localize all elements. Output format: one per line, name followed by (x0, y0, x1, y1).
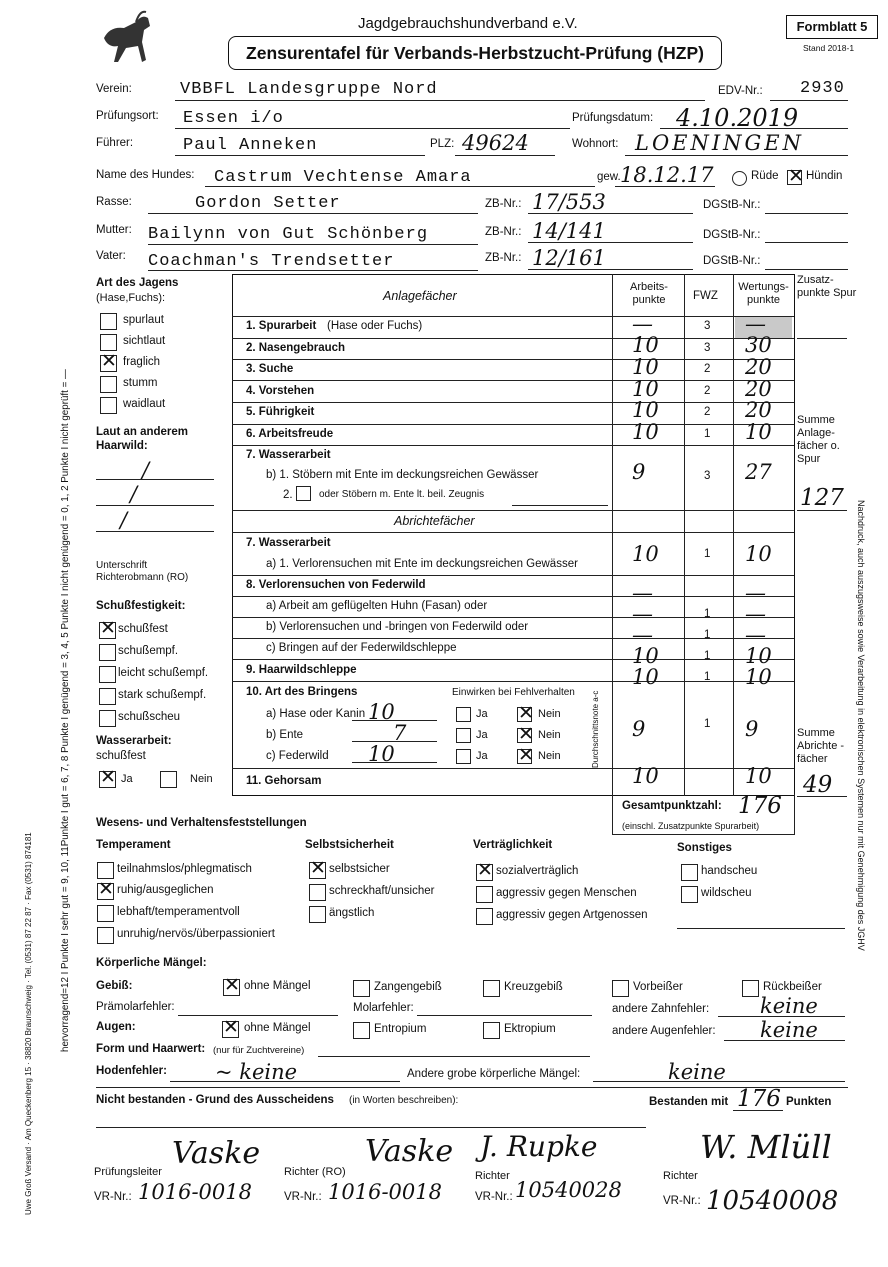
row-federwild-bringen: c) Federwild (266, 750, 329, 762)
durchschnitt-label: Durchschnittsnote a-c (591, 690, 600, 768)
arbeit-value-4[interactable]: 10 (632, 377, 659, 401)
gew-value[interactable]: 18.12.17 (620, 163, 714, 187)
phlegmatisch-checkbox[interactable] (97, 862, 114, 879)
plz-value[interactable]: 49624 (462, 131, 529, 155)
verein-value[interactable]: VBBFL Landesgruppe Nord (180, 80, 438, 99)
gew-label: gew. (597, 171, 621, 183)
stumm-label: stumm (123, 377, 158, 389)
arbeit-value-7[interactable]: 9 (632, 460, 646, 484)
aengstlich-label: ängstlich (329, 907, 375, 919)
row-stoebern: b) 1. Stöbern mit Ente im deckungsreichen Gewässer (266, 469, 539, 481)
wasser-nein-checkbox[interactable] (160, 771, 177, 788)
gesamt-value[interactable]: 176 (738, 793, 782, 819)
ektropium-checkbox[interactable] (483, 1022, 500, 1039)
huendin-label: Hündin (806, 170, 843, 182)
sozialvertraeglich-checkbox[interactable] (476, 864, 493, 881)
sum-anlage-value[interactable]: 127 (800, 485, 844, 511)
signature-richter: J. Rupke (480, 1130, 598, 1163)
anlage-header: Anlagefächer (383, 289, 457, 303)
row-fuehrigkeit: 5. Führigkeit (246, 406, 315, 418)
arbeit-value-13[interactable]: 10 (632, 665, 659, 689)
fwz-header: FWZ (693, 290, 718, 302)
hodenfehler-value[interactable]: ~ keine (215, 1060, 298, 1084)
spurlaut-checkbox[interactable] (100, 313, 117, 330)
waidlaut-label: waidlaut (123, 398, 166, 410)
fwz-value-2: 3 (704, 342, 711, 354)
rasse-value[interactable]: Gordon Setter (195, 194, 341, 213)
dgstb-mutter-label: DGStB-Nr.: (703, 229, 761, 241)
praemolar-label: Prämolarfehler: (96, 1001, 175, 1013)
wildscheu-label: wildscheu (701, 887, 752, 899)
ente-nein-label: Nein (538, 729, 561, 741)
zusatz-header: Zusatz- punkte Spur (797, 274, 857, 299)
plz-label: PLZ: (430, 138, 455, 150)
vr-label-1: VR-Nr.: (94, 1191, 132, 1203)
augenfehler-label: andere Augenfehler: (612, 1025, 716, 1037)
phlegmatisch-label: teilnahmslos/phlegmatisch (117, 863, 252, 875)
row-huhn: a) Arbeit am geflügelten Huhn (Fasan) oder (266, 600, 488, 612)
wertung-value-12[interactable]: 10 (745, 644, 772, 668)
bring-ente-value[interactable]: 7 (393, 721, 407, 745)
bestanden-value[interactable]: 176 (737, 1086, 781, 1112)
federwild-nein-checkbox[interactable] (517, 749, 532, 764)
sozialvertraeglich-label: sozialverträglich (496, 865, 579, 877)
huendin-checkbox[interactable] (787, 170, 802, 185)
zahnfehler-label: andere Zahnfehler: (612, 1003, 710, 1015)
wertung-value-8[interactable]: 10 (745, 542, 772, 566)
form-label: Form und Haarwert: (96, 1043, 206, 1055)
ruhig-checkbox[interactable] (97, 883, 114, 900)
vorbeisser-checkbox[interactable] (612, 980, 629, 997)
leicht-schussempf-checkbox[interactable] (99, 666, 116, 683)
fuehrer-value[interactable]: Paul Anneken (183, 136, 318, 155)
wildscheu-checkbox[interactable] (681, 886, 698, 903)
page-title: Zensurentafel für Verbands-Herbstzucht-Prüfung (HZP) (246, 43, 704, 63)
vr-value-1[interactable]: 1016-0018 (138, 1180, 252, 1204)
wertung-header: Wertungs- punkte (738, 281, 789, 306)
kreuzgebiss-checkbox[interactable] (483, 980, 500, 997)
gesamt-sub: (einschl. Zusatzpunkte Spurarbeit) (622, 821, 760, 831)
lebhaft-label: lebhaft/temperamentvoll (117, 906, 240, 918)
copyright-vertical: Nachdruck, auch auszugsweise sowie Verarbeitung in elektronischen Systemen nur mit Genehmigung des JGHV (856, 500, 866, 951)
signature-richter-ro: Vaske (365, 1134, 454, 1169)
row-suche: 3. Suche (246, 363, 294, 375)
sum-anlage-label: Summe Anlage- fächer o. Spur (797, 414, 840, 465)
wertung-value-9[interactable]: — (745, 581, 766, 605)
arbeit-value-11[interactable]: — (632, 623, 653, 647)
wertung-value-2[interactable]: 30 (745, 333, 772, 357)
zangengebiss-checkbox[interactable] (353, 980, 370, 997)
fwz-value-1: 3 (704, 320, 711, 332)
vater-value[interactable]: Coachman's Trendsetter (148, 252, 395, 271)
aggressiv-artgenossen-checkbox[interactable] (476, 908, 493, 925)
row-spurarbeit-sub: (Hase oder Fuchs) (327, 320, 423, 332)
fwz-value-8: 1 (704, 548, 711, 560)
arbeit-value-1[interactable]: — (632, 312, 653, 336)
selbstsicherheit-title: Selbstsicherheit (305, 839, 394, 851)
vr-value-4[interactable]: 10540008 (706, 1186, 839, 1216)
augen-label: Augen: (96, 1021, 136, 1033)
row-ente: b) Ente (266, 729, 304, 741)
zangengebiss-label: Zangengebiß (374, 981, 442, 993)
stumm-checkbox[interactable] (100, 376, 117, 393)
arbeit-value-2[interactable]: 10 (632, 333, 659, 357)
form-number: Formblatt 5 (786, 15, 878, 39)
punkten-label: Punkten (786, 1096, 832, 1108)
bring-hase-value[interactable]: 10 (368, 700, 395, 724)
sum-abrichte-value[interactable]: 49 (803, 772, 833, 798)
wasserarbeit-title: Wasserarbeit: (96, 735, 172, 747)
schreckhaft-label: schreckhaft/unsicher (329, 885, 435, 897)
hodenfehler-label: Hodenfehler: (96, 1065, 167, 1077)
row-nasengebrauch: 2. Nasengebrauch (246, 342, 346, 354)
fwz-value-7: 3 (704, 470, 711, 482)
zeugnis-checkbox[interactable] (296, 486, 311, 501)
title-box (228, 36, 722, 70)
handscheu-checkbox[interactable] (681, 864, 698, 881)
wertung-value-6[interactable]: 10 (745, 420, 772, 444)
fwz-value-5: 2 (704, 406, 711, 418)
vater-label: Vater: (96, 250, 126, 262)
spurlaut-label: spurlaut (123, 314, 164, 326)
arbeit-value-9[interactable]: — (632, 581, 653, 605)
verein-label: Verein: (96, 83, 132, 95)
hund-value[interactable]: Castrum Vechtense Amara (214, 168, 472, 187)
zb-value[interactable]: 17/553 (532, 190, 606, 214)
wasser-ja-checkbox[interactable] (99, 771, 116, 788)
aggressiv-menschen-label: aggressiv gegen Menschen (496, 887, 637, 899)
fuehrer-label: Führer: (96, 137, 134, 149)
vr-label-2: VR-Nr.: (284, 1191, 322, 1203)
zb-mutter-label: ZB-Nr.: (485, 226, 522, 238)
selbstsicher-label: selbstsicher (329, 863, 390, 875)
wohnort-label: Wohnort: (572, 138, 619, 150)
zb-vater-value[interactable]: 12/161 (532, 246, 606, 270)
wasserarbeit-sub: schußfest (96, 750, 146, 762)
schuss-title: Schußfestigkeit: (96, 600, 186, 612)
fwz-value-10: 1 (704, 608, 711, 620)
row-federwild: 8. Verlorensuchen von Federwild (246, 579, 426, 591)
hase-nein-checkbox[interactable] (517, 707, 532, 722)
vr-value-3[interactable]: 10540028 (515, 1178, 622, 1202)
gebiss-label: Gebiß: (96, 980, 133, 992)
wertung-value-13[interactable]: 10 (745, 665, 772, 689)
kreuzgebiss-label: Kreuzgebiß (504, 981, 563, 993)
leicht-schussempf-label: leicht schußempf. (118, 667, 209, 679)
schussfest-label: schußfest (118, 623, 168, 635)
hase-ja-label: Ja (476, 708, 488, 720)
fwz-value-4: 2 (704, 385, 711, 397)
row-federwildschleppe: c) Bringen auf der Federwildschleppe (266, 642, 457, 654)
zb-mutter-value[interactable]: 14/141 (532, 219, 606, 243)
schussscheu-label: schußscheu (118, 711, 181, 723)
molar-label: Molarfehler: (353, 1002, 414, 1014)
scoring-legend-vertical: hervorragend=12 I Punkte I sehr gut = 9, 10, 11Punkte I gut = 6, 7, 8 Punkte I genügend = 3, 4, 5 Punkte I nicht genügend = 0, 1, 2 Punkte I nicht geprüft = — (60, 369, 71, 1052)
hase-ja-checkbox[interactable] (456, 707, 471, 722)
art-jagens-title: Art des Jagens (96, 277, 179, 289)
aggressiv-menschen-checkbox[interactable] (476, 886, 493, 903)
form-sub: (nur für Zuchtvereine) (213, 1045, 305, 1056)
augen-ohne-label: ohne Mängel (244, 1022, 311, 1034)
fraglich-label: fraglich (123, 356, 161, 368)
arbeit-value-8[interactable]: 10 (632, 542, 659, 566)
unruhig-label: unruhig/nervös/überpassioniert (117, 928, 275, 940)
bestanden-label: Bestanden mit (649, 1096, 729, 1108)
aggressiv-artgenossen-label: aggressiv gegen Artgenossen (496, 909, 648, 921)
fwz-value-12: 1 (704, 650, 711, 662)
signature-richter-2: W. Mlüll (700, 1128, 832, 1166)
wertung-value-5[interactable]: 20 (745, 398, 772, 422)
vr-label-4: VR-Nr.: (663, 1195, 701, 1207)
wasser-nein-label: Nein (190, 773, 213, 785)
row-hase: a) Hase oder Kanin (266, 708, 366, 720)
federwild-nein-label: Nein (538, 750, 561, 762)
fraglich-checkbox[interactable] (100, 355, 117, 372)
fwz-value-14: 1 (704, 718, 711, 730)
ente-ja-label: Ja (476, 729, 488, 741)
arbeit-value-6[interactable]: 10 (632, 420, 659, 444)
arbeit-value-5[interactable]: 10 (632, 398, 659, 422)
signature-pruefungsleiter: Vaske (172, 1136, 261, 1171)
wertung-value-1[interactable]: — (745, 312, 766, 336)
arbeit-header: Arbeits- punkte (630, 281, 668, 306)
arbeit-value-14[interactable]: 9 (632, 717, 646, 741)
abrichte-header: Abrichtefächer (394, 514, 475, 528)
zb-vater-label: ZB-Nr.: (485, 252, 522, 264)
richter-2-label: Richter (663, 1170, 698, 1182)
row-haarwildschleppe: 9. Haarwildschleppe (246, 664, 357, 676)
datum-value[interactable]: 4.10.2019 (676, 104, 799, 132)
fwz-value-3: 2 (704, 363, 711, 375)
vr-value-2[interactable]: 1016-0018 (328, 1180, 442, 1204)
vr-label-3: VR-Nr.: (475, 1191, 513, 1203)
fwz-value-11: 1 (704, 629, 711, 641)
nicht-bestanden-label: Nicht bestanden - Grund des Ausscheidens (96, 1094, 334, 1106)
row-stoebern-2: 2. (283, 489, 293, 501)
sum-abrichte-label: Summe Abrichte - fächer (797, 727, 845, 765)
gebiss-ohne-label: ohne Mängel (244, 980, 311, 992)
ente-nein-checkbox[interactable] (517, 728, 532, 743)
wertung-value-14[interactable]: 9 (745, 717, 759, 741)
aengstlich-checkbox[interactable] (309, 906, 326, 923)
wertung-value-11[interactable]: — (745, 623, 766, 647)
augen-ohne-checkbox[interactable] (222, 1021, 239, 1038)
augenfehler-value[interactable]: keine (760, 1018, 818, 1042)
rueckbeisser-checkbox[interactable] (742, 980, 759, 997)
wertung-value-10[interactable]: — (745, 602, 766, 626)
row-verloren-bringen: b) Verlorensuchen und -bringen von Federwild oder (266, 621, 529, 633)
richter-label: Richter (475, 1170, 510, 1182)
fwz-value-6: 1 (704, 428, 711, 440)
datum-label: Prüfungsdatum: (572, 112, 654, 124)
dog-logo-icon (96, 8, 154, 70)
mutter-value[interactable]: Bailynn von Gut Schönberg (148, 225, 429, 244)
ruede-radio[interactable] (732, 171, 747, 186)
laut-mark-1: / (142, 458, 150, 482)
laut-title: Laut an anderem Haarwild: (96, 426, 189, 452)
bring-federwild-value[interactable]: 10 (368, 742, 395, 766)
einwirken-header: Einwirken bei Fehlverhalten (452, 687, 575, 698)
row-vorstehen: 4. Vorstehen (246, 385, 315, 397)
row-verlorensuchen-ente: a) 1. Verlorensuchen mit Ente im deckungsreichen Gewässer (266, 558, 578, 570)
koerper-title: Körperliche Mängel: (96, 957, 207, 969)
edv-value[interactable]: 2930 (800, 79, 845, 98)
rasse-label: Rasse: (96, 196, 132, 208)
printer-imprint: Uwe Groß Versand · Am Queckenberg 15 · 38820 Braunschweig · Tel. (0531) 87 22 87 · Fax (0531) 874181 (24, 832, 33, 1215)
richter-ro-label: Richter (RO) (284, 1166, 346, 1178)
row-abr-wasserarbeit: 7. Wasserarbeit (246, 537, 331, 549)
wasser-ja-label: Ja (121, 773, 133, 785)
association-name: Jagdgebrauchshundverband e.V. (358, 15, 578, 32)
handscheu-label: handscheu (701, 865, 758, 877)
hase-nein-label: Nein (538, 708, 561, 720)
wertung-value-7[interactable]: 27 (745, 460, 772, 484)
row-gehorsam: 11. Gehorsam (246, 775, 322, 787)
vorbeisser-label: Vorbeißer (633, 981, 683, 993)
laut-mark-2: / (130, 482, 138, 506)
ort-value[interactable]: Essen i/o (183, 109, 284, 128)
lebhaft-checkbox[interactable] (97, 905, 114, 922)
edv-label: EDV-Nr.: (718, 85, 763, 97)
temperament-title: Temperament (96, 839, 171, 851)
sonstiges-title: Sonstiges (677, 842, 732, 854)
schussempf-checkbox[interactable] (99, 644, 116, 661)
vertraeglichkeit-title: Verträglichkeit (473, 839, 553, 851)
stark-schussempf-label: stark schußempf. (118, 689, 207, 701)
sichtlaut-checkbox[interactable] (100, 334, 117, 351)
richterobmann-label: Richterobmann (RO) (96, 572, 189, 583)
selbstsicher-checkbox[interactable] (309, 862, 326, 879)
row-spurarbeit: 1. Spurarbeit (246, 320, 317, 332)
ruhig-label: ruhig/ausgeglichen (117, 884, 214, 896)
row-zeugnis: oder Stöbern m. Ente lt. beil. Zeugnis (319, 489, 485, 500)
gebiss-ohne-checkbox[interactable] (223, 979, 240, 996)
ort-label: Prüfungsort: (96, 110, 159, 122)
federwild-ja-checkbox[interactable] (456, 749, 471, 764)
arbeit-value-12[interactable]: 10 (632, 644, 659, 668)
unruhig-checkbox[interactable] (97, 927, 114, 944)
sichtlaut-label: sichtlaut (123, 335, 166, 347)
row-arbeitsfreude: 6. Arbeitsfreude (246, 428, 334, 440)
dgstb-vater-label: DGStB-Nr.: (703, 255, 761, 267)
schussempf-label: schußempf. (118, 645, 179, 657)
wertung-value-3[interactable]: 20 (745, 355, 772, 379)
grobe-maengel-label: Andere grobe körperliche Mängel: (407, 1068, 581, 1080)
nicht-bestanden-sub: (in Worten beschreiben): (349, 1095, 459, 1106)
dgstb-label: DGStB-Nr.: (703, 199, 761, 211)
row-wasserarbeit: 7. Wasserarbeit (246, 449, 331, 461)
schussscheu-checkbox[interactable] (99, 710, 116, 727)
laut-mark-3: / (120, 508, 128, 532)
schreckhaft-checkbox[interactable] (309, 884, 326, 901)
form-version: Stand 2018-1 (803, 43, 855, 53)
zb-label: ZB-Nr.: (485, 198, 522, 210)
zahnfehler-value[interactable]: keine (760, 994, 818, 1018)
arbeit-value-15[interactable]: 10 (632, 764, 659, 788)
stark-schussempf-checkbox[interactable] (99, 688, 116, 705)
federwild-ja-label: Ja (476, 750, 488, 762)
grobe-maengel-value[interactable]: keine (668, 1060, 726, 1084)
waidlaut-checkbox[interactable] (100, 397, 117, 414)
wertung-value-15[interactable]: 10 (745, 764, 772, 788)
hund-label: Name des Hundes: (96, 169, 195, 181)
wertung-value-4[interactable]: 20 (745, 377, 772, 401)
ente-ja-checkbox[interactable] (456, 728, 471, 743)
gesamt-label: Gesamtpunktzahl: (622, 800, 722, 812)
rueckbeisser-label: Rückbeißer (763, 981, 822, 993)
fwz-value-13: 1 (704, 671, 711, 683)
schussfest-checkbox[interactable] (99, 622, 116, 639)
entropium-label: Entropium (374, 1023, 427, 1035)
arbeit-value-10[interactable]: — (632, 602, 653, 626)
row-art-bringens: 10. Art des Bringens (246, 686, 358, 698)
ektropium-label: Ektropium (504, 1023, 556, 1035)
arbeit-value-3[interactable]: 10 (632, 355, 659, 379)
wesen-title: Wesens- und Verhaltensfeststellungen (96, 817, 307, 829)
pruefungsleiter-label: Prüfungsleiter (94, 1166, 162, 1178)
entropium-checkbox[interactable] (353, 1022, 370, 1039)
ruede-label: Rüde (751, 170, 779, 182)
art-jagens-sub: (Hase,Fuchs): (96, 292, 166, 304)
mutter-label: Mutter: (96, 224, 132, 236)
wohnort-value[interactable]: LOENINGEN (635, 131, 805, 155)
unterschrift-label: Unterschrift (96, 560, 148, 571)
